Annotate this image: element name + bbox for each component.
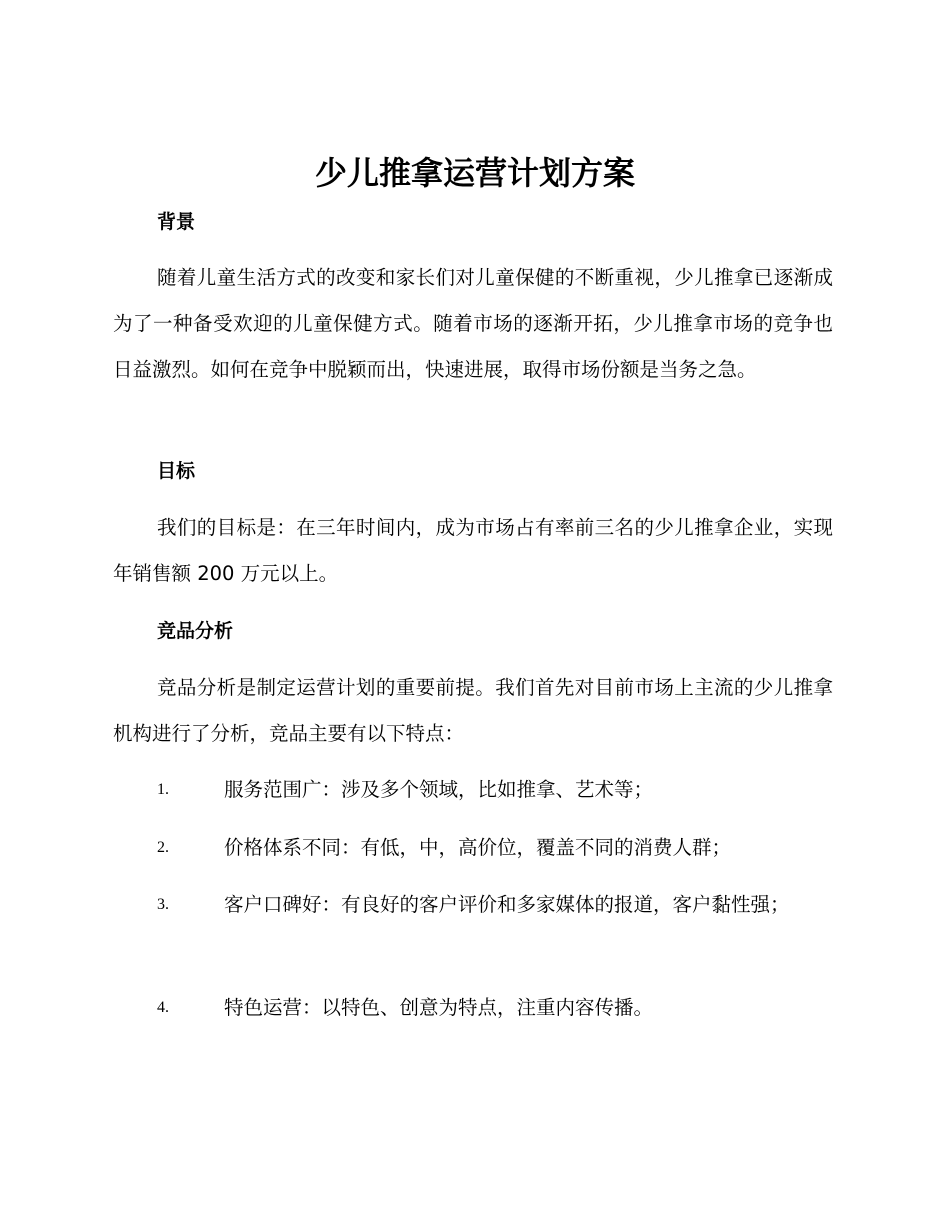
section-heading-goal: 目标	[157, 460, 196, 482]
section-heading-competitor-analysis: 竞品分析	[157, 620, 234, 642]
list-item	[113, 767, 833, 813]
list-item	[113, 985, 833, 1031]
list-item-text: 客户口碑好：有良好的客户评价和多家媒体的报道，客户黏性强；	[224, 893, 790, 916]
background-paragraph: 随着儿童生活方式的改变和家长们对儿童保健的不断重视，少儿推拿已逐渐成为了一种备受欢迎的儿童保健方式。随着市场的逐渐开拓，少儿推拿市场的竞争也日益激烈。如何在竞争中脱颖而出，快速进展，取得市场份额是当务之急。	[113, 266, 833, 381]
list-item-number: 4.	[157, 999, 169, 1016]
document-title: 少儿推拿运营计划方案	[314, 154, 635, 192]
list-item-number: 2.	[157, 839, 169, 856]
section-heading-background: 背景	[157, 211, 196, 233]
list-item	[113, 882, 833, 928]
list-item	[113, 825, 833, 871]
list-item-number: 3.	[157, 896, 169, 913]
list-item-text: 服务范围广：涉及多个领域，比如推拿、艺术等；	[224, 778, 654, 801]
list-item-text: 价格体系不同：有低，中，高价位，覆盖不同的消费人群；	[224, 836, 732, 859]
goal-paragraph: 我们的目标是：在三年时间内，成为市场占有率前三名的少儿推拿企业，实现年销售额 200 万元以上。	[113, 516, 833, 585]
competitor-analysis-paragraph: 竞品分析是制定运营计划的重要前提。我们首先对目前市场上主流的少儿推拿机构进行了分析，竞品主要有以下特点：	[113, 676, 833, 745]
list-item-number: 1.	[157, 781, 169, 798]
list-item-text: 特色运营：以特色、创意为特点，注重内容传播。	[224, 996, 654, 1019]
